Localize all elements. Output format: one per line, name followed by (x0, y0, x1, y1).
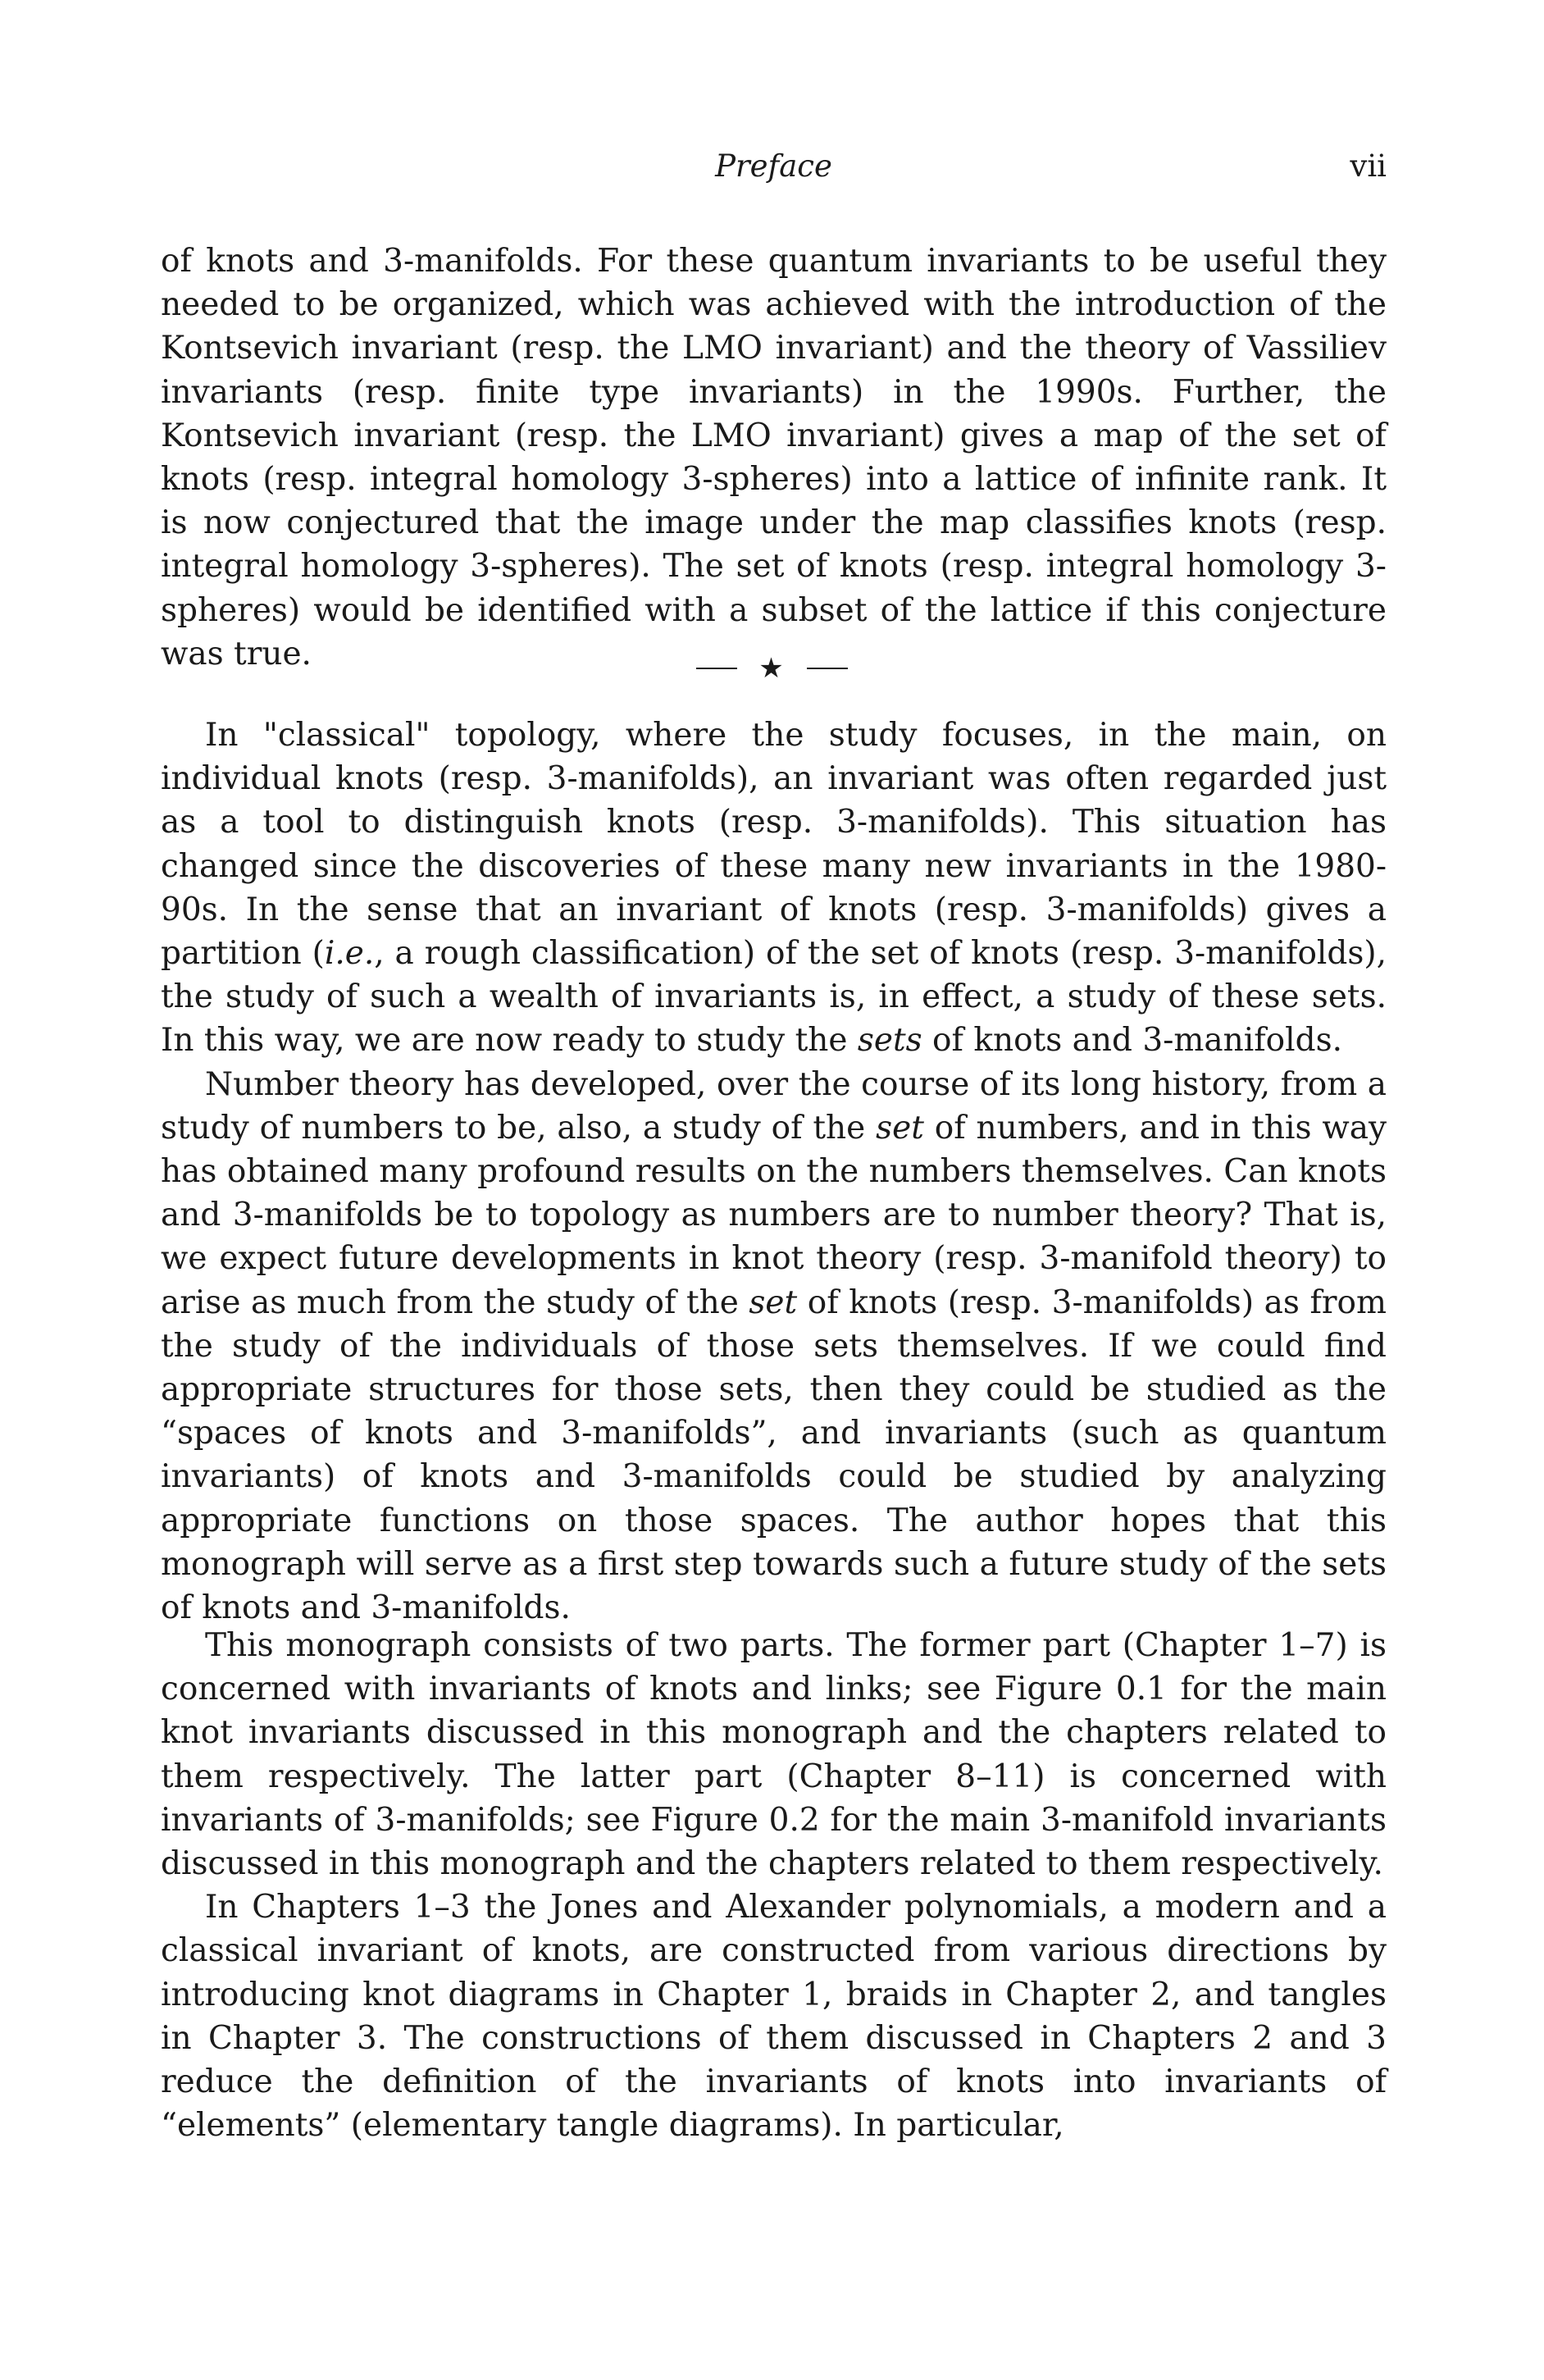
paragraph: of knots and 3-manifolds. For these quantum invariants to be useful they needed to be organized, which was achieved with the introduction of the Kontsevich invariant (resp. the LMO invariant) and the theory of Vassiliev invariants (resp. finite type invariants) in the 1990s. Further, the Kontsevich invariant (resp. the LMO invariant) gives a map of the set of knots (resp. integral homology 3-spheres) into a lattice of infinite rank. It is now conjectured that the image under the map classifies knots (resp. integral homology 3-spheres). The set of knots (resp. integral homology 3-spheres) would be identified with a subset of the lattice if this conjecture was true. (161, 243, 1387, 673)
section-quantum-invariants (161, 239, 1387, 676)
section-separator (0, 646, 1544, 687)
emphasis: set (749, 1283, 798, 1321)
paragraph: This monograph consists of two parts. The former part (Chapter 1–7) is concerned with invariants of knots and links; see Figure 0.1 for the main knot invariants discussed in this monograph and the chapters related to them respectively. The latter part (Chapter 8–11) is concerned with invariants of 3-manifolds; see Figure 0.2 for the main 3-manifold invariants discussed in this monograph and the chapters related to them respectively. (161, 1627, 1387, 1883)
text-run: , a rough classification) of the set of knots (resp. 3-manifolds), the study of such a wealth of invariants is, in effect, a study of these sets. In this way, we are now ready to study the (161, 935, 1387, 1060)
page-number: vii (1350, 148, 1387, 184)
star-icon: ★ (758, 652, 786, 685)
text-run: Number theory has developed, over the course of its long history, from a study of numbers to be, also, a study of the (161, 1065, 1387, 1147)
emphasis: sets (857, 1022, 922, 1060)
section-sets-of-knots (161, 714, 1387, 1630)
text-run: In "classical" topology, where the study focuses, in the main, on individual knots (resp. 3-manifolds), an invariant was often regarded just as a tool to distinguish knots (resp. 3-manifolds). This situation has changed since the discoveries of these many new invariants in the 1980-90s. In the sense that an invariant of knots (resp. 3-manifolds) gives a partition ( (161, 717, 1387, 973)
separator-dash-right (807, 668, 848, 669)
emphasis: i.e. (324, 935, 375, 973)
paragraph: In Chapters 1–3 the Jones and Alexander polynomials, a modern and a classical invariant of knots, are constructed from various directions by introducing knot diagrams in Chapter 1, braids in Chapter 2, and tangles in Chapter 3. The constructions of them discussed in Chapters 2 and 3 reduce the definition of the invariants of knots into invariants of “elements” (elementary tangle diagrams). In particular, (161, 1889, 1387, 2145)
text-run: of knots and 3-manifolds. (922, 1022, 1342, 1060)
running-head: Preface (715, 148, 832, 184)
emphasis: set (876, 1109, 924, 1147)
text-run: of numbers, and in this way has obtained many profound results on the numbers themselves. Can knots and 3-manifolds be to topology as numbers are to number theory? That is, we expect future developments in knot theory (resp. 3-manifold theory) to arise as much from the study of the (161, 1109, 1387, 1321)
text-run: of knots (resp. 3-manifolds) as from the study of the individuals of those sets themselves. If we could find appropriate structures for those sets, then they could be studied as the “spaces of knots and 3-manifolds”, and invariants (such as quantum invariants) of knots and 3-manifolds could be studied by analyzing appropriate functions on those spaces. The author hopes that this monograph will serve as a first step towards such a future study of the sets of knots and 3-manifolds. (161, 1283, 1387, 1627)
page-header (161, 146, 1387, 195)
paragraph (161, 714, 1387, 1063)
section-monograph-overview (161, 1624, 1387, 2147)
separator-dash-left (696, 668, 737, 669)
paragraph (161, 1063, 1387, 1630)
